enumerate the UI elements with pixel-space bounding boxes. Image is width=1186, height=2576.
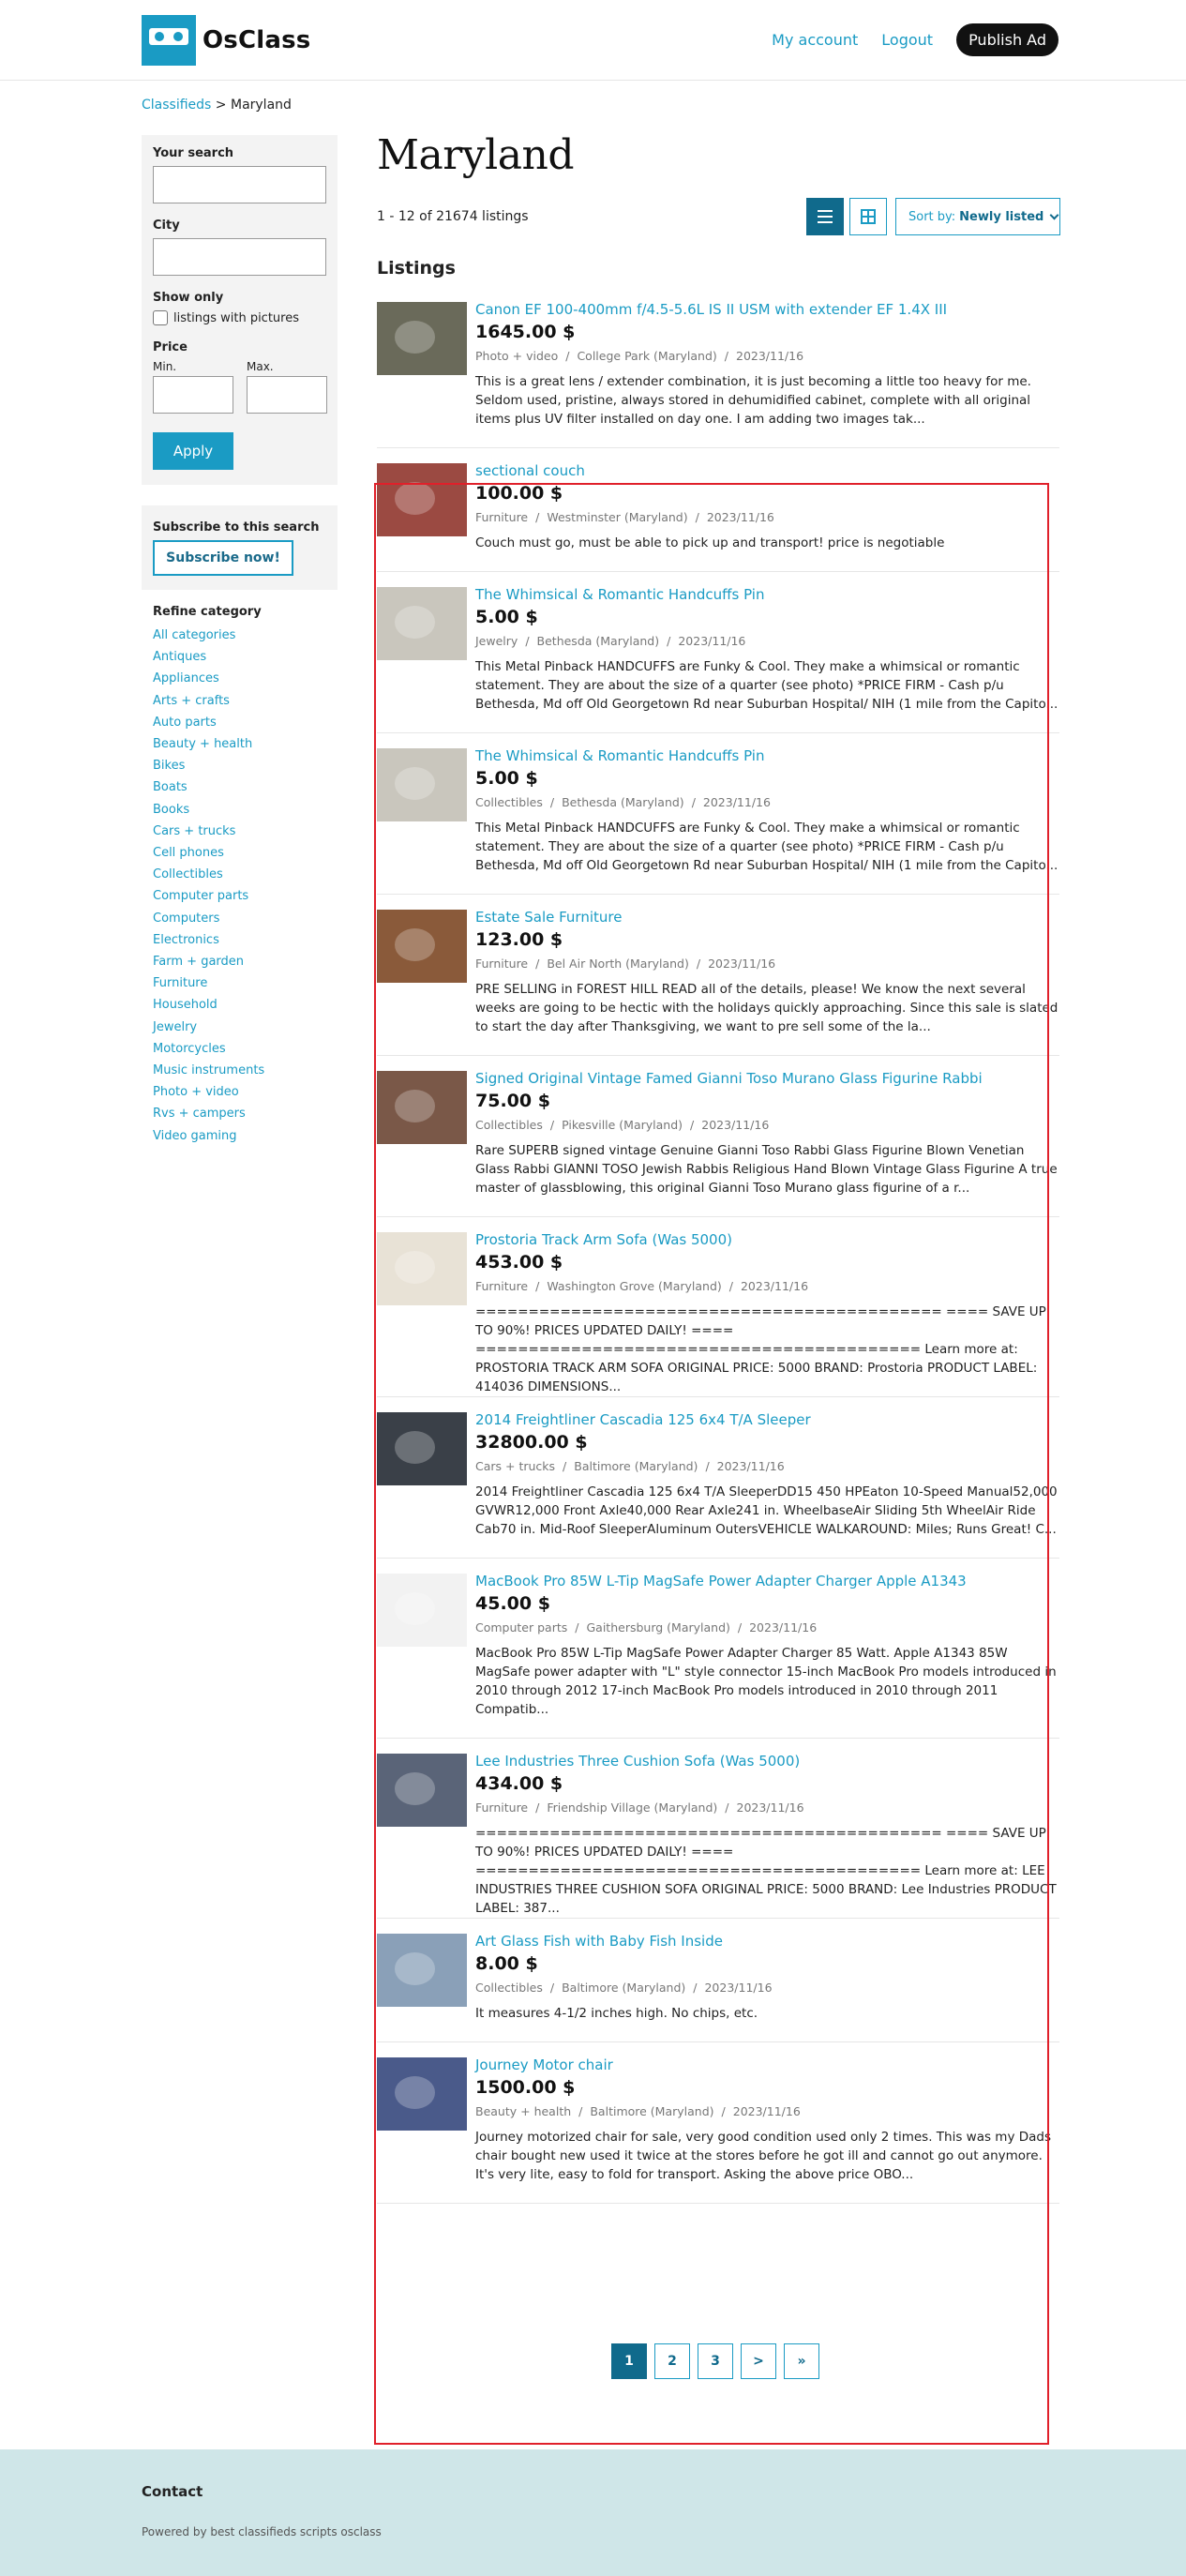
category-link[interactable]: Farm + garden <box>153 955 245 970</box>
listing-title[interactable]: Signed Original Vintage Famed Gianni Toso Murano Glass Figurine Rabbi <box>475 1070 983 1087</box>
top-nav <box>772 23 1058 56</box>
listing-price: 5.00 $ <box>475 768 538 789</box>
listing-location: Baltimore (Maryland) <box>562 1981 686 1995</box>
listing-location: Baltimore (Maryland) <box>574 1459 698 1473</box>
listing-price: 434.00 $ <box>475 1773 563 1794</box>
listing-price: 5.00 $ <box>475 607 538 627</box>
listing-title[interactable]: The Whimsical & Romantic Handcuffs Pin <box>475 747 765 764</box>
search-label: Your search <box>153 146 234 160</box>
grid-view-button[interactable] <box>849 198 887 235</box>
category-link[interactable]: Computer parts <box>153 889 249 904</box>
listing-item <box>377 300 1059 448</box>
listing-info <box>475 300 1059 429</box>
category-link[interactable]: Rvs + campers <box>153 1107 246 1122</box>
meta-separator: / <box>549 1981 555 1995</box>
page-title: Maryland <box>377 131 574 179</box>
listing-description: Journey motorized chair for sale, very good condition used only 2 times. This was my Dads chair bought new used it twice at the stores before he got ill and cannot go out anymore. It's very lite, easy to fold for transport. Asking the above price OBO... <box>475 2130 1052 2182</box>
listing-description: 2014 Freightliner Cascadia 125 6x4 T/A SleeperDD15 450 HPEaton 10-Speed Manual52,000 GVWR12,000 Front Axle40,000 Rear Axle241 in. WheelbaseAir Sliding 5th WheelAir Ride Cab70 in. Mid-Roof SleeperAluminum OutersVEHICLE WALKAROUND: Miles; Runs Great! C... <box>475 1484 1058 1537</box>
meta-separator: / <box>565 349 570 363</box>
listing-title[interactable]: Estate Sale Furniture <box>475 909 623 926</box>
apply-button[interactable]: Apply <box>153 432 233 470</box>
subscribe-button[interactable]: Subscribe now! <box>153 540 293 576</box>
category-link[interactable]: Computers <box>153 911 220 926</box>
listing-category: Computer parts <box>475 1620 568 1634</box>
listing-category: Collectibles <box>475 795 543 809</box>
results-toolbar <box>377 198 1059 239</box>
listing-item <box>377 746 1059 895</box>
listing-description: It measures 4-1/2 inches high. No chips, etc. <box>475 2006 758 2021</box>
listing-location: Pikesville (Maryland) <box>562 1118 683 1132</box>
listing-info <box>475 1572 1059 1719</box>
pagination <box>611 2343 819 2379</box>
meta-separator: / <box>578 2104 583 2118</box>
listing-description: This is a great lens / extender combination, it is just becoming a little too heavy for me. Seldom used, pristine, always stored in dehumidified cabinet, complete with all original items plus UV filter installed on day one. I am adding two images tak... <box>475 374 1031 427</box>
min-price-input[interactable] <box>153 376 233 414</box>
listing-date: 2023/11/16 <box>701 1118 770 1132</box>
show-only-label: Show only <box>153 291 224 305</box>
listing-info <box>475 1069 1059 1198</box>
listing-category: Furniture <box>475 1800 529 1815</box>
meta-separator: / <box>705 1459 710 1473</box>
meta-separator: / <box>695 510 699 524</box>
meta-separator: / <box>549 1118 555 1132</box>
logout-link[interactable]: Logout <box>881 31 934 49</box>
listing-info <box>475 1932 1059 2023</box>
listing-title[interactable]: Prostoria Track Arm Sofa (Was 5000) <box>475 1231 732 1248</box>
site-footer <box>0 2449 1186 2576</box>
listing-info <box>475 1752 1059 1916</box>
listing-thumbnail[interactable] <box>377 910 467 983</box>
listing-thumbnail[interactable] <box>377 1934 467 2007</box>
listing-price: 32800.00 $ <box>475 1432 588 1453</box>
meta-separator: / <box>693 1981 698 1995</box>
listing-price: 8.00 $ <box>475 1953 538 1974</box>
meta-separator: / <box>691 795 696 809</box>
city-label: City <box>153 218 180 233</box>
listing-item <box>377 1069 1059 1217</box>
listing-price: 453.00 $ <box>475 1252 563 1273</box>
listing-price: 123.00 $ <box>475 929 563 950</box>
page-link[interactable]: > <box>741 2343 776 2379</box>
listing-meta <box>475 2102 1059 2121</box>
listing-thumbnail[interactable] <box>377 1412 467 1485</box>
listing-title[interactable]: Canon EF 100-400mm f/4.5-5.6L IS II USM with extender EF 1.4X III <box>475 301 948 318</box>
listing-thumbnail[interactable] <box>377 302 467 375</box>
listing-title[interactable]: Journey Motor chair <box>475 2056 613 2073</box>
listing-title[interactable]: 2014 Freightliner Cascadia 125 6x4 T/A Sleeper <box>475 1411 811 1428</box>
listing-date: 2023/11/16 <box>708 957 776 971</box>
category-link[interactable]: Books <box>153 802 190 817</box>
listing-description: ============================================ ==== SAVE UP TO 90%! PRICES UPDATED DAILY! ==== ========================================== Learn more at: LEE INDUSTRIES THREE CUSHION SOFA ORIGINAL PRICE: 5000 BRAND: Lee Industries PRODUCT LABEL: 387... <box>475 1826 1057 1916</box>
main-content <box>377 131 1059 2217</box>
listing-info <box>475 585 1059 714</box>
category-link[interactable]: Jewelry <box>153 1019 198 1034</box>
meta-separator: / <box>563 1459 567 1473</box>
listing-thumbnail[interactable] <box>377 2057 467 2131</box>
my-account-link[interactable]: My account <box>772 31 859 49</box>
listing-category: Furniture <box>475 1279 529 1293</box>
listing-category: Collectibles <box>475 1981 543 1995</box>
refine-category-label: Refine category <box>153 605 262 619</box>
category-link[interactable]: Electronics <box>153 932 219 947</box>
listing-category: Furniture <box>475 957 529 971</box>
site-header <box>0 0 1186 81</box>
listing-category: Photo + video <box>475 349 559 363</box>
category-link[interactable]: Cell phones <box>153 846 224 861</box>
listing-info <box>475 461 1059 552</box>
listing-description: Couch must go, must be able to pick up and transport! price is negotiable <box>475 535 945 550</box>
meta-separator: / <box>535 1800 540 1815</box>
results-count: 1 - 12 of 21674 listings <box>377 209 529 224</box>
listings-heading: Listings <box>377 258 456 279</box>
listing-info <box>475 746 1059 875</box>
category-link[interactable]: Bikes <box>153 759 186 774</box>
page-link[interactable]: 2 <box>654 2343 690 2379</box>
list-view-button[interactable] <box>806 198 844 235</box>
category-link[interactable]: Boats <box>153 780 188 795</box>
listing-item <box>377 1572 1059 1739</box>
publish-ad-button[interactable]: Publish Ad <box>956 23 1058 56</box>
listing-item <box>377 1932 1059 2042</box>
listing-meta <box>475 508 1059 527</box>
pictures-checkbox-label: listings with pictures <box>173 310 299 325</box>
listing-meta <box>475 347 1059 366</box>
category-link[interactable]: Cars + trucks <box>153 823 236 838</box>
listing-location: Washington Grove (Maryland) <box>547 1279 722 1293</box>
category-link[interactable]: Antiques <box>153 650 207 665</box>
listing-item <box>377 1410 1059 1559</box>
meta-separator: / <box>535 510 540 524</box>
listing-date: 2023/11/16 <box>732 2104 801 2118</box>
sidebar <box>142 135 338 1147</box>
meta-separator: / <box>721 2104 726 2118</box>
listing-category: Jewelry <box>475 634 518 648</box>
page-link[interactable]: 3 <box>698 2343 733 2379</box>
listing-title[interactable]: Art Glass Fish with Baby Fish Inside <box>475 1933 723 1950</box>
meta-separator: / <box>575 1620 579 1634</box>
category-link[interactable]: Auto parts <box>153 715 217 730</box>
category-link[interactable]: Collectibles <box>153 867 223 882</box>
pictures-filter[interactable] <box>153 310 326 325</box>
listing-meta <box>475 632 1059 651</box>
listing-date: 2023/11/16 <box>749 1620 818 1634</box>
sort-by-label: Sort by: <box>908 209 956 224</box>
subscribe-label: Subscribe to this search <box>153 520 320 535</box>
grid-icon <box>861 209 876 224</box>
category-link[interactable]: Furniture <box>153 976 208 991</box>
meta-separator: / <box>737 1620 743 1634</box>
listing-item <box>377 461 1059 572</box>
listing-date: 2023/11/16 <box>706 510 774 524</box>
listing-meta <box>475 1277 1059 1296</box>
meta-separator: / <box>525 634 530 648</box>
listing-item <box>377 1752 1059 1919</box>
listing-date: 2023/11/16 <box>740 1279 809 1293</box>
pictures-checkbox[interactable] <box>153 310 168 325</box>
listing-date: 2023/11/16 <box>678 634 746 648</box>
search-input[interactable] <box>153 166 326 203</box>
listing-title[interactable]: Lee Industries Three Cushion Sofa (Was 5000) <box>475 1753 801 1770</box>
listing-title[interactable]: The Whimsical & Romantic Handcuffs Pin <box>475 586 765 603</box>
max-price-input[interactable] <box>247 376 327 414</box>
listing-thumbnail[interactable] <box>377 1232 467 1305</box>
meta-separator: / <box>535 1279 540 1293</box>
listing-date: 2023/11/16 <box>736 1800 804 1815</box>
page-link[interactable]: 1 <box>611 2343 647 2379</box>
listing-description: MacBook Pro 85W L-Tip MagSafe Power Adapter Charger 85 Watt. Apple A1343 85W MagSafe power adapter with "L" style connector 15-inch MacBook Pro models introduced in 2010 through 2012 17-inch MacBook Pro models introduced in 2010 through 2011 Compatib... <box>475 1646 1057 1717</box>
category-link[interactable]: Photo + video <box>153 1085 239 1100</box>
max-price-label: Max. <box>247 360 274 373</box>
listing-thumbnail[interactable] <box>377 748 467 821</box>
sort-value: Newly listed <box>959 209 1044 224</box>
listing-price: 1645.00 $ <box>475 322 576 342</box>
meta-separator: / <box>728 1279 733 1293</box>
listing-category: Furniture <box>475 510 529 524</box>
listing-location: Bethesda (Maryland) <box>536 634 660 648</box>
search-filter-panel <box>142 135 338 485</box>
listing-thumbnail[interactable] <box>377 463 467 536</box>
listing-list <box>377 300 1059 2204</box>
listing-title[interactable]: sectional couch <box>475 462 585 479</box>
listing-item <box>377 1230 1059 1397</box>
listing-meta <box>475 1457 1059 1476</box>
breadcrumb-current: Maryland <box>230 98 292 113</box>
category-link[interactable]: Arts + crafts <box>153 693 230 708</box>
listing-description: This Metal Pinback HANDCUFFS are Funky & Cool. They make a whimsical or romantic statement. They are about the size of a quarter (see photo) *PRICE FIRM - Cash p/u Bethesda, Md off Old Georgetown Rd near Suburban Hospital/ NIH (1 mile from the Capito... <box>475 821 1058 873</box>
meta-separator: / <box>725 1800 729 1815</box>
logo-text: OsClass <box>203 26 311 54</box>
sort-dropdown[interactable] <box>895 198 1060 235</box>
meta-separator: / <box>535 957 540 971</box>
listing-location: Baltimore (Maryland) <box>590 2104 714 2118</box>
listing-meta <box>475 1979 1059 1997</box>
site-logo[interactable] <box>142 15 310 66</box>
city-input[interactable] <box>153 238 326 276</box>
meta-separator: / <box>549 795 555 809</box>
price-label: Price <box>153 340 188 354</box>
listing-date: 2023/11/16 <box>702 795 771 809</box>
listing-meta <box>475 1116 1059 1135</box>
breadcrumb-root-link[interactable]: Classifieds <box>142 98 212 113</box>
listing-item <box>377 2056 1059 2204</box>
category-link[interactable]: Beauty + health <box>153 737 253 752</box>
listing-description: Rare SUPERB signed vintage Genuine Gianni Toso Rabbi Glass Figurine Blown Venetian Glass Rabbi GIANNI TOSO Jewish Rabbis Religious Hand Blown Vintage Glass Figurine A true master of glassblowing, this original Gianni Toso Murano glass figurine of a r... <box>475 1143 1058 1196</box>
listing-location: Bethesda (Maryland) <box>562 795 684 809</box>
listing-info <box>475 908 1059 1036</box>
listing-info <box>475 2056 1059 2184</box>
listing-location: College Park (Maryland) <box>577 349 717 363</box>
breadcrumb <box>142 98 292 113</box>
listing-thumbnail[interactable] <box>377 587 467 660</box>
listing-meta <box>475 1799 1059 1817</box>
logo-icon <box>142 15 196 66</box>
listing-thumbnail[interactable] <box>377 1574 467 1647</box>
listing-info <box>475 1410 1059 1539</box>
category-list <box>142 605 338 1147</box>
listing-info <box>475 1230 1059 1394</box>
listing-price: 1500.00 $ <box>475 2077 576 2098</box>
listing-description: This Metal Pinback HANDCUFFS are Funky & Cool. They make a whimsical or romantic statement. They are about the size of a quarter (see photo) *PRICE FIRM - Cash p/u Bethesda, Md off Old Georgetown Rd near Suburban Hospital/ NIH (1 mile from the Capito... <box>475 659 1058 712</box>
listing-title[interactable]: MacBook Pro 85W L-Tip MagSafe Power Adapter Charger Apple A1343 <box>475 1573 967 1589</box>
listing-date: 2023/11/16 <box>704 1981 773 1995</box>
listing-description: ============================================ ==== SAVE UP TO 90%! PRICES UPDATED DAILY! ==== ========================================== Learn more at: PROSTORIA TRACK ARM SOFA ORIGINAL PRICE: 5000 BRAND: Prostoria PRODUCT LABEL: 414036 DIMENSIONS... <box>475 1304 1046 1394</box>
listing-category: Collectibles <box>475 1118 543 1132</box>
listing-price: 45.00 $ <box>475 1593 550 1614</box>
min-price-label: Min. <box>153 360 177 373</box>
listing-meta <box>475 1619 1059 1637</box>
category-link[interactable]: All categories <box>153 628 236 642</box>
contact-link[interactable]: Contact <box>142 2483 203 2500</box>
listing-location: Friendship Village (Maryland) <box>547 1800 718 1815</box>
category-link[interactable]: Music instruments <box>153 1063 265 1078</box>
list-icon <box>818 210 833 223</box>
meta-separator: / <box>724 349 728 363</box>
listing-meta <box>475 793 1059 812</box>
listing-description: PRE SELLING in FOREST HILL READ all of the details, please! We know the next several weeks are going to be hectic with the holidays quickly approaching. Since this sale is slated to start the day after Thanksgiving, we want to pre sell some of the la... <box>475 982 1058 1034</box>
listing-location: Bel Air North (Maryland) <box>547 957 689 971</box>
category-link[interactable]: Household <box>153 998 218 1013</box>
meta-separator: / <box>696 957 701 971</box>
category-link[interactable]: Appliances <box>153 671 219 686</box>
meta-separator: / <box>667 634 671 648</box>
listing-item <box>377 908 1059 1056</box>
listing-item <box>377 585 1059 733</box>
page-link[interactable]: » <box>784 2343 819 2379</box>
subscribe-panel <box>142 505 338 590</box>
listing-price: 100.00 $ <box>475 483 563 504</box>
listing-meta <box>475 955 1059 973</box>
listing-location: Gaithersburg (Maryland) <box>586 1620 730 1634</box>
powered-by: Powered by best classifieds scripts osclass <box>142 2525 382 2538</box>
price-range <box>153 360 326 429</box>
category-link[interactable]: Motorcycles <box>153 1041 226 1056</box>
listing-price: 75.00 $ <box>475 1091 550 1111</box>
listing-thumbnail[interactable] <box>377 1071 467 1144</box>
listing-category: Cars + trucks <box>475 1459 556 1473</box>
chevron-down-icon <box>1050 210 1059 219</box>
listing-date: 2023/11/16 <box>736 349 804 363</box>
category-link[interactable]: Video gaming <box>153 1128 237 1143</box>
listing-thumbnail[interactable] <box>377 1754 467 1827</box>
listing-location: Westminster (Maryland) <box>547 510 688 524</box>
listing-date: 2023/11/16 <box>716 1459 785 1473</box>
meta-separator: / <box>690 1118 695 1132</box>
breadcrumb-separator: > <box>215 98 227 113</box>
listing-category: Beauty + health <box>475 2104 572 2118</box>
